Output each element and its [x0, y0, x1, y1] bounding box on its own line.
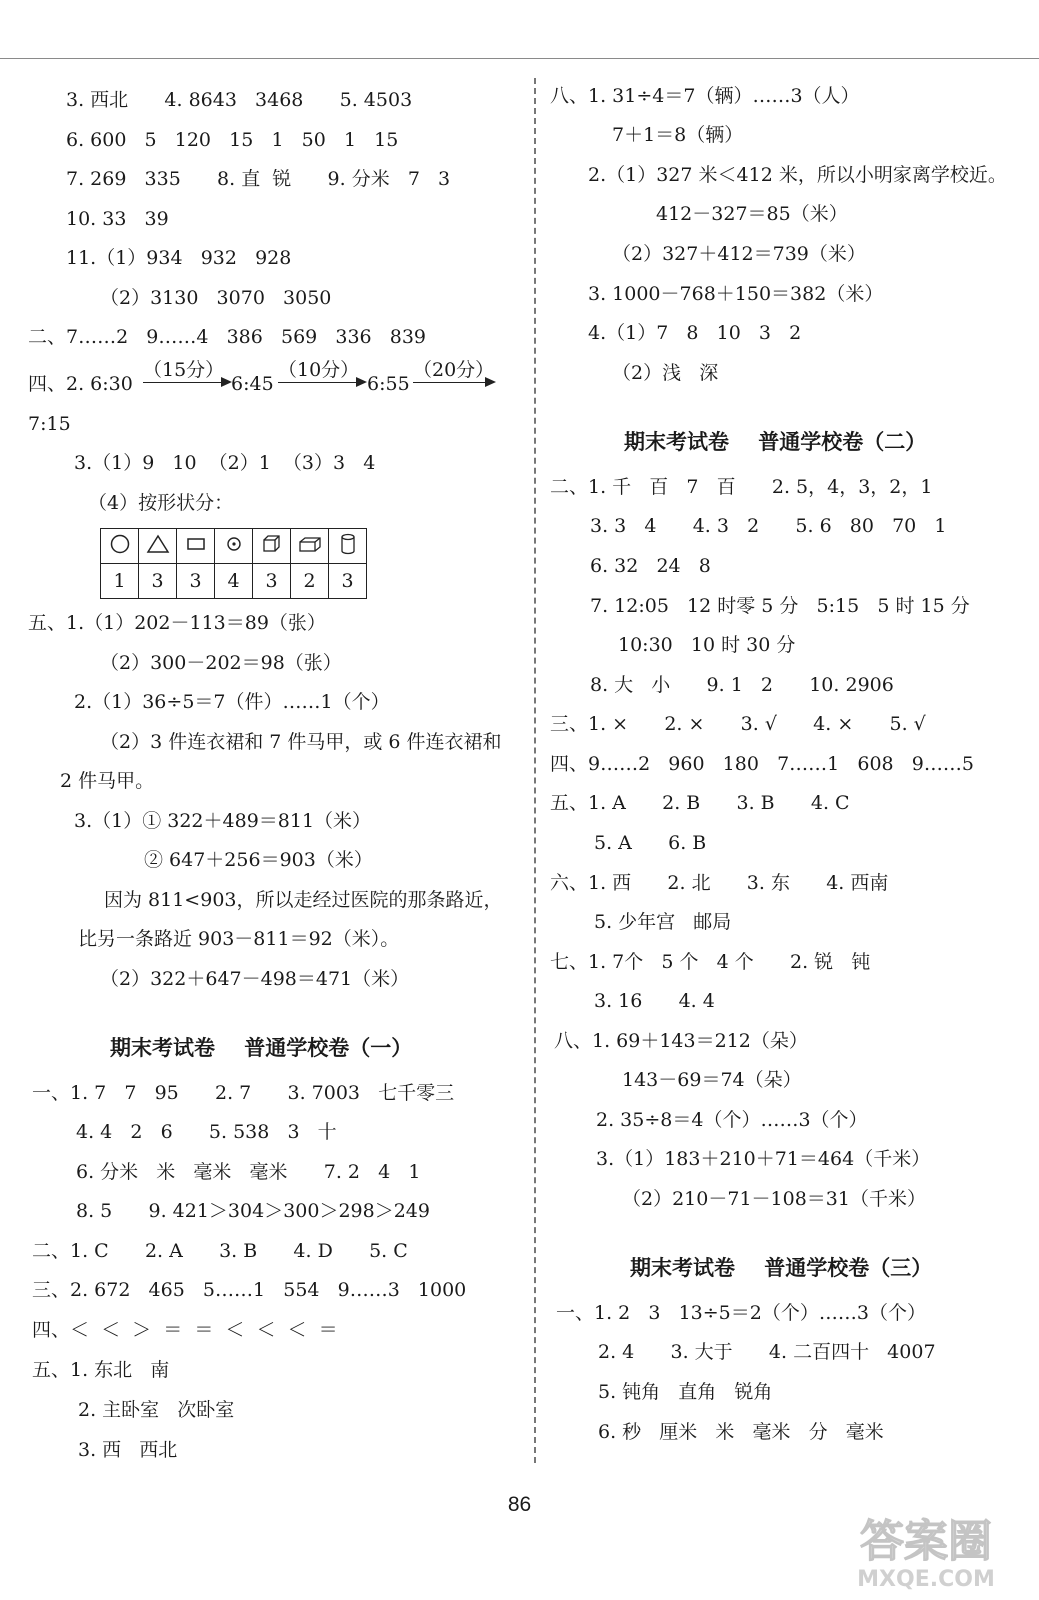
answer-line: 2. 4 3. 大于 4. 二百四十 4007	[598, 1341, 936, 1363]
answer-line: 五、1. A 2. B 3. B 4. C	[550, 792, 850, 814]
arrow-line	[143, 382, 223, 383]
answer-line: ② 647＋256＝903（米）	[144, 849, 373, 871]
timeline-arrow-label: （15分）	[143, 359, 225, 381]
answer-line: 6. 分米 米 毫米 毫米 7. 2 4 1	[76, 1161, 421, 1183]
answer-line: 比另一条路近 903－811＝92（米）。	[78, 928, 400, 950]
timeline-start: 四、2. 6:30	[28, 373, 133, 395]
answer-line: 8. 5 9. 421＞304＞300＞298＞249	[76, 1200, 430, 1222]
timeline-arrow-label: （10分）	[278, 359, 360, 381]
svg-text:答案圈: 答案圈	[860, 1516, 992, 1567]
answer-line: 2. 35÷8＝4（个）……3（个）	[596, 1109, 868, 1131]
answer-line: （2）3 件连衣裙和 7 件马甲，或 6 件连衣裙和	[100, 731, 502, 753]
answer-line: 3. 西北 4. 8643 3468 5. 4503	[66, 89, 413, 111]
answer-line: 11.（1）934 932 928	[66, 247, 292, 269]
answer-line: 一、1. 7 7 95 2. 7 3. 7003 七千零三	[32, 1082, 455, 1104]
cuboid-icon	[291, 529, 329, 564]
page-number: 86	[507, 1493, 532, 1516]
answer-line: 143－69＝74（朵）	[622, 1069, 802, 1091]
answer-line: （2）322＋647－498＝471（米）	[100, 968, 410, 990]
timeline-time: 6:55	[367, 373, 410, 395]
answer-line: 5. 钝角 直角 锐角	[598, 1381, 773, 1403]
arrow-head-icon	[485, 377, 496, 387]
answer-line: 二、7……2 9……4 386 569 336 839	[28, 326, 427, 348]
answer-line: 3.（1）9 10 （2）1 （3）3 4	[74, 452, 376, 474]
cylinder-icon	[329, 529, 367, 564]
table-cell: 2	[291, 564, 329, 599]
answer-line: 二、1. 千 百 7 百 2. 5，4，3，2，1	[550, 476, 933, 498]
table-row	[101, 529, 367, 564]
answer-line: （2）300－202＝98（张）	[100, 652, 342, 674]
column-divider	[534, 78, 536, 1463]
answer-line: 三、2. 672 465 5……1 554 9……3 1000	[32, 1279, 467, 1301]
answer-line: 3. 西 西北	[78, 1439, 178, 1461]
answer-line: （2）327＋412＝739（米）	[612, 243, 866, 265]
answer-line: 七、1. 7个 5 个 4 个 2. 锐 钝	[550, 951, 871, 973]
arrow-head-icon	[356, 377, 367, 387]
answer-line: 6. 600 5 120 15 1 50 1 15	[66, 129, 399, 151]
table-cell: 3	[139, 564, 177, 599]
answer-line: 10:30 10 时 30 分	[618, 634, 796, 656]
answer-line: 五、1.（1）202－113＝89（张）	[28, 612, 326, 634]
answer-line: 4. 4 2 6 5. 538 3 十	[76, 1121, 337, 1143]
arrow-line	[278, 382, 358, 383]
answer-line: 二、1. C 2. A 3. B 4. D 5. C	[32, 1240, 408, 1262]
answer-line: （2）浅 深	[612, 362, 719, 384]
answer-line: 八、1. 69＋143＝212（朵）	[554, 1030, 808, 1052]
answer-line: 5. 少年宫 邮局	[594, 911, 732, 933]
answer-line: 7. 269 335 8. 直 锐 9. 分米 7 3	[66, 168, 451, 190]
table-cell: 4	[215, 564, 253, 599]
answer-line: 6. 秒 厘米 米 毫米 分 毫米	[598, 1421, 884, 1443]
shape-count-table	[100, 528, 367, 599]
svg-text:MXQE.COM: MXQE.COM	[857, 1567, 995, 1592]
answer-line: 4.（1）7 8 10 3 2	[588, 322, 802, 344]
section-heading: 期末考试卷 普通学校卷（二）	[624, 430, 927, 454]
cube-icon	[253, 529, 291, 564]
answer-line: 八、1. 31÷4＝7（辆）……3（人）	[550, 85, 860, 107]
answer-line: 六、1. 西 2. 北 3. 东 4. 西南	[550, 872, 889, 894]
answer-line: 2 件马甲。	[60, 770, 155, 792]
answer-line: 四、9……2 960 180 7……1 608 9……5	[550, 753, 974, 775]
answer-line: 四、＜ ＜ ＞ ＝ ＝ ＜ ＜ ＜ ＝	[32, 1319, 338, 1341]
answer-line: 6. 32 24 8	[590, 555, 711, 577]
timeline-time: 6:45	[231, 373, 274, 395]
table-cell: 3	[329, 564, 367, 599]
table-row	[101, 564, 367, 599]
answer-line: 3. 16 4. 4	[594, 990, 715, 1012]
answer-line: （2）210－71－108＝31（千米）	[622, 1188, 926, 1210]
watermark-logo	[831, 1508, 1021, 1592]
answer-line: 3.（1）183＋210＋71＝464（千米）	[596, 1148, 931, 1170]
answer-line: 412－327＝85（米）	[656, 203, 848, 225]
table-cell: 1	[101, 564, 139, 599]
answer-line: 7＋1＝8（辆）	[612, 124, 744, 146]
answer-line: 10. 33 39	[66, 208, 169, 230]
answer-line: 三、1. × 2. × 3. √ 4. × 5. √	[550, 713, 926, 735]
answer-line: 3.（1）① 322＋489＝811（米）	[74, 810, 372, 832]
circle-icon	[101, 529, 139, 564]
answer-line: 2. 主卧室 次卧室	[78, 1399, 235, 1421]
answer-line: 7. 12:05 12 时零 5 分 5:15 5 时 15 分	[590, 595, 970, 617]
answer-line: 5. A 6. B	[594, 832, 707, 854]
timeline-end: 7:15	[28, 413, 71, 435]
table-cell: 3	[253, 564, 291, 599]
answer-line: （2）3130 3070 3050	[100, 287, 332, 309]
table-cell: 3	[177, 564, 215, 599]
answer-line: 3. 1000－768＋150＝382（米）	[588, 283, 884, 305]
triangle-icon	[139, 529, 177, 564]
answer-line: 因为 811<903，所以走经过医院的那条路近，	[104, 889, 503, 911]
answer-line: 2.（1）327 米＜412 米，所以小明家离学校近。	[588, 164, 1007, 186]
answer-line: 3. 3 4 4. 3 2 5. 6 80 70 1	[590, 515, 947, 537]
dot-circle-icon	[215, 529, 253, 564]
answer-line: 一、1. 2 3 13÷5＝2（个）……3（个）	[556, 1302, 926, 1324]
answer-line: 2.（1）36÷5＝7（件）……1（个）	[74, 691, 390, 713]
arrow-line	[413, 382, 487, 383]
section-heading: 期末考试卷 普通学校卷（三）	[630, 1256, 933, 1280]
answer-line: 8. 大 小 9. 1 2 10. 2906	[590, 674, 894, 696]
rectangle-icon	[177, 529, 215, 564]
section-heading: 期末考试卷 普通学校卷（一）	[110, 1036, 413, 1060]
timeline-arrow-label: （20分）	[413, 359, 495, 381]
top-rule	[0, 58, 1039, 59]
answer-line: 五、1. 东北 南	[32, 1359, 170, 1381]
answer-line: （4）按形状分：	[88, 492, 234, 514]
